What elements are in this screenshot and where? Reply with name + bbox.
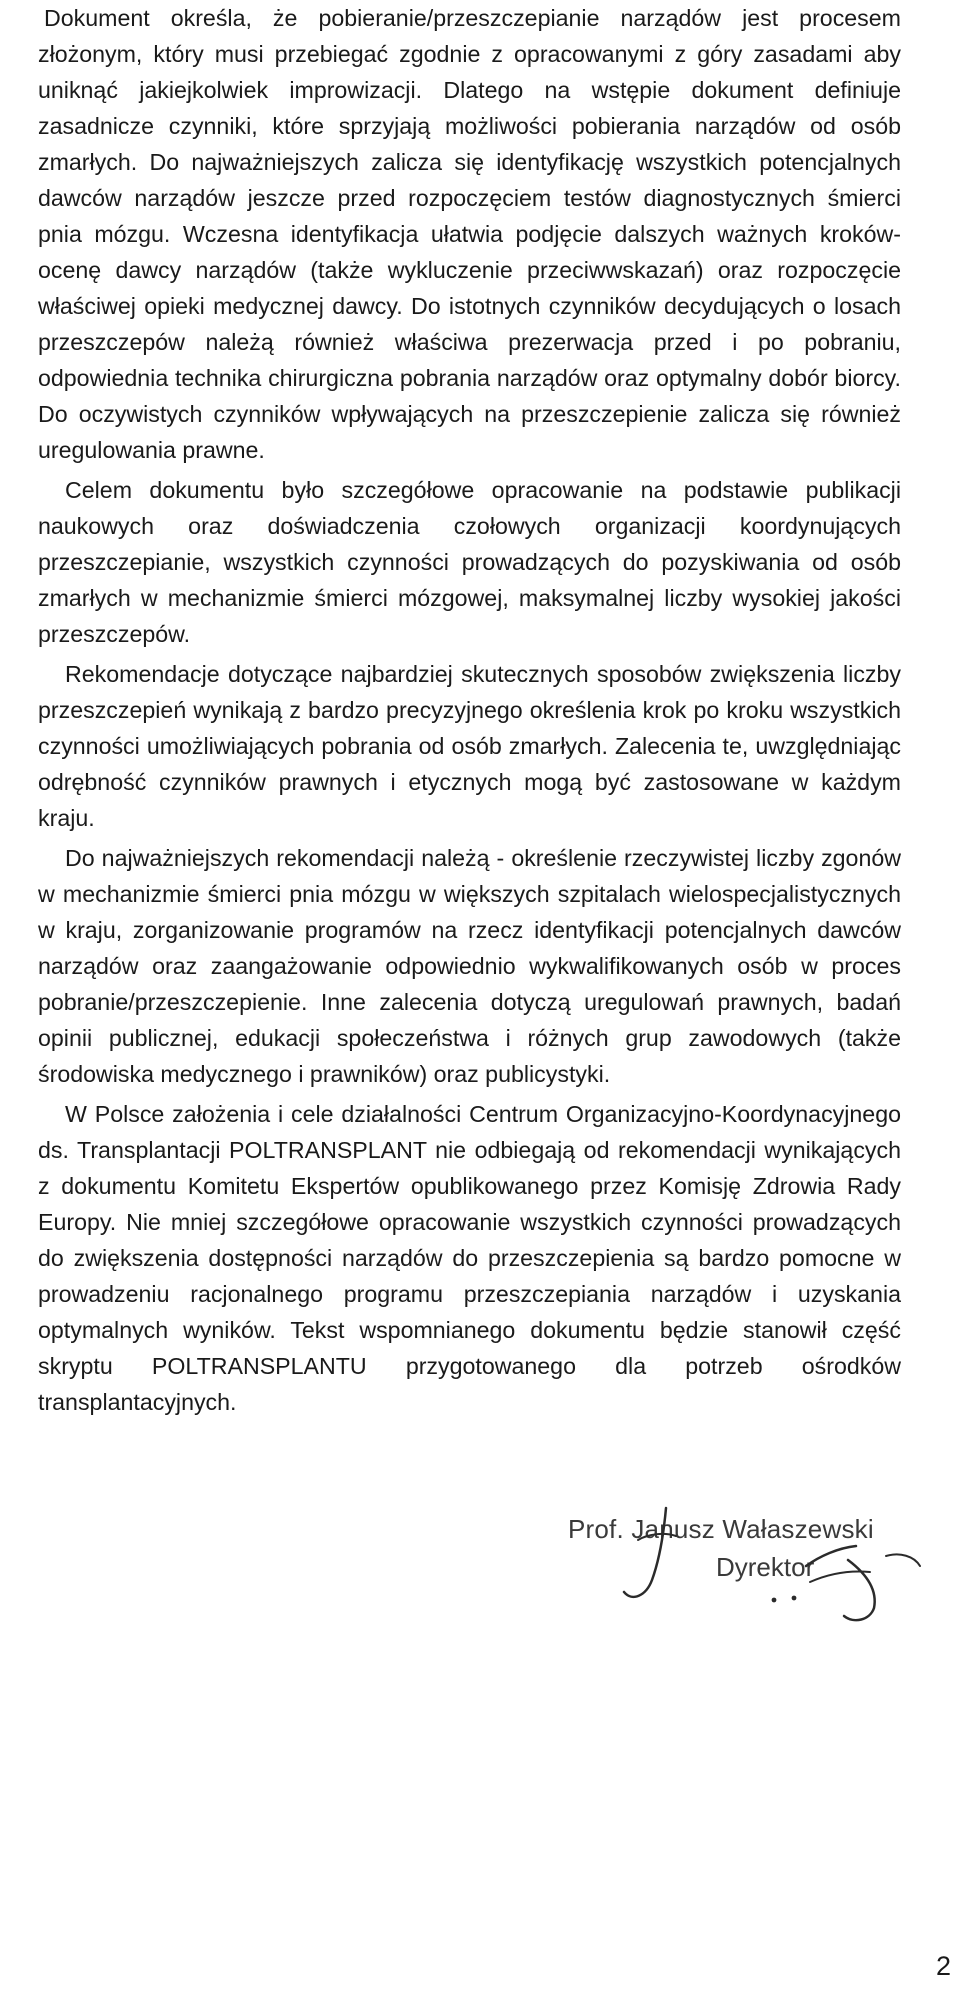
signatory-role: Dyrektor: [716, 1552, 815, 1582]
signatory-name: Prof. Janusz Wałaszewski: [568, 1514, 874, 1544]
signature-block: [548, 1500, 938, 1630]
paragraph-3: Rekomendacje dotyczące najbardziej skutecznych sposobów zwiększenia liczby przeszczepień wynikają z bardzo precyzyjnego określenia krok po kroku wszystkich czynności umożliwiających pobrania od osób zmarłych. Zalecenia te, uwzględniając odrębność czynników prawnych i etycznych mogą być zastosowane w każdym kraju.: [38, 661, 901, 831]
paragraph-5: W Polsce założenia i cele działalności Centrum Organizacyjno-Koordynacyjnego ds. Transplantacji POLTRANSPLANT nie odbiegają od rekomendacji wynikających z dokumentu Komitetu Ekspertów opublikowanego przez Komisję Zdrowia Rady Europy. Nie mniej szczegółowe opracowanie wszystkich czynności prowadzących do zwiększenia dostępności narządów do przeszczepienia są bardzo pomocne w prowadzeniu racjonalnego programu przeszczepiania narządów i uzyskania optymalnych wyników. Tekst wspomnianego dokumentu będzie stanowił część skryptu POLTRANSPLANTU przygotowanego dla potrzeb ośrodków transplantacyjnych.: [38, 1101, 901, 1415]
handwritten-signature-icon: [548, 1500, 938, 1630]
document-body: [38, 0, 901, 1420]
paragraph-1: Dokument określa, że pobieranie/przeszczepianie narządów jest procesem złożonym, który musi przebiegać zgodnie z opracowanymi z góry zasadami aby uniknąć jakiejkolwiek improwizacji. Dlatego na wstępie dokument definiuje zasadnicze czynniki, które sprzyjają możliwości pobierania narządów od osób zmarłych. Do najważniejszych zalicza się identyfikację wszystkich potencjalnych dawców narządów jeszcze przed rozpoczęciem testów diagnostycznych śmierci pnia mózgu. Wczesna identyfikacja ułatwia podjęcie dalszych ważnych kroków- ocenę dawcy narządów (także wykluczenie przeciwwskazań) oraz rozpoczęcie właściwej opieki medycznej dawcy. Do istotnych czynników decydujących o losach przeszczepów należą również właściwa prezerwacja przed i po pobraniu, odpowiednia technika chirurgiczna pobrania narządów oraz optymalny dobór biorcy. Do oczywistych czynników wpływających na przeszczepienie zalicza się również uregulowania prawne.: [38, 5, 901, 463]
page-number: 2: [936, 1951, 952, 1981]
paragraph-4: Do najważniejszych rekomendacji należą - określenie rzeczywistej liczby zgonów w mechanizmie śmierci pnia mózgu w większych szpitalach wielospecjalistycznych w kraju, zorganizowanie programów na rzecz identyfikacji potencjalnych dawców narządów oraz zaangażowanie odpowiednio wykwalifikowanych osób w proces pobranie/przeszczepienie. Inne zalecenia dotyczą uregulowań prawnych, badań opinii publicznej, edukacji społeczeństwa i różnych grup zawodowych (także środowiska medycznego i prawników) oraz publicystyki.: [38, 845, 901, 1087]
paragraph-2: Celem dokumentu było szczegółowe opracowanie na podstawie publikacji naukowych oraz doświadczenia czołowych organizacji koordynujących przeszczepianie, wszystkich czynności prowadzących do pozyskiwania od osób zmarłych w mechanizmie śmierci mózgowej, maksymalnej liczby wysokiej jakości przeszczepów.: [38, 477, 901, 647]
